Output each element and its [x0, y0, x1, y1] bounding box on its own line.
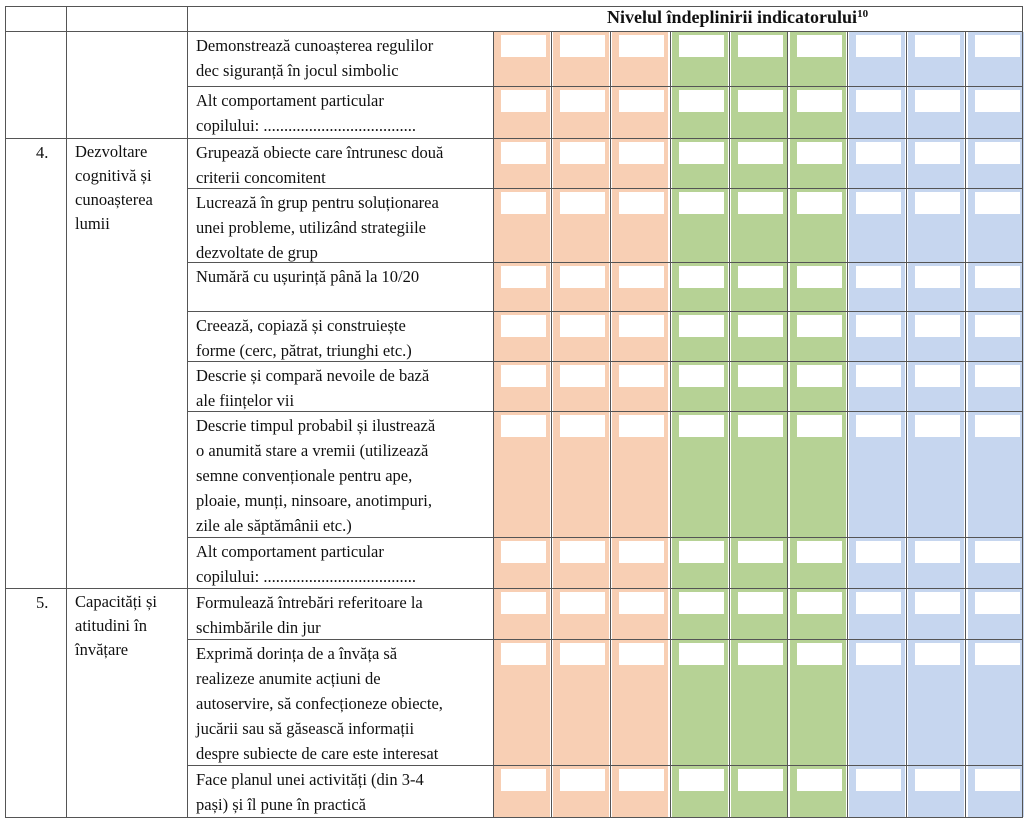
level-checkbox[interactable]	[619, 35, 664, 57]
grid-hline	[5, 588, 1023, 589]
level-checkbox[interactable]	[738, 90, 783, 112]
level-checkbox[interactable]	[738, 315, 783, 337]
level-checkbox[interactable]	[856, 541, 901, 563]
level-checkbox[interactable]	[856, 643, 901, 665]
grid-vline	[729, 31, 730, 817]
level-checkbox[interactable]	[797, 315, 842, 337]
level-checkbox[interactable]	[679, 592, 724, 614]
indicator-text: Alt comportament particular copilului: .....................................	[196, 91, 416, 135]
indicator-text: Lucrează în grup pentru soluționarea unei probleme, utilizând strategiile dezvoltate de grup	[196, 193, 439, 262]
level-checkbox[interactable]	[619, 315, 664, 337]
indicator-text: Face planul unei activități (din 3-4 pași) și îl pune în practică	[196, 770, 424, 814]
level-checkbox[interactable]	[975, 266, 1020, 288]
level-checkbox[interactable]	[619, 142, 664, 164]
level-checkbox[interactable]	[501, 142, 546, 164]
level-checkbox[interactable]	[738, 592, 783, 614]
level-checkbox[interactable]	[738, 192, 783, 214]
grid-hline	[187, 86, 1023, 87]
grid-hline	[187, 311, 1023, 312]
level-checkbox[interactable]	[856, 266, 901, 288]
level-checkbox[interactable]	[797, 769, 842, 791]
level-checkbox[interactable]	[975, 192, 1020, 214]
level-checkbox[interactable]	[679, 541, 724, 563]
level-checkbox[interactable]	[619, 643, 664, 665]
level-checkbox[interactable]	[797, 142, 842, 164]
level-checkbox[interactable]	[738, 35, 783, 57]
level-checkbox[interactable]	[560, 315, 605, 337]
level-checkbox[interactable]	[975, 365, 1020, 387]
level-checkbox[interactable]	[738, 142, 783, 164]
level-checkbox[interactable]	[975, 142, 1020, 164]
domain-label: Dezvoltare cognitivă și cunoașterea lumii	[75, 142, 153, 233]
domain-label: Capacități și atitudini în învățare	[75, 592, 158, 659]
level-checkbox[interactable]	[797, 365, 842, 387]
level-checkbox[interactable]	[501, 266, 546, 288]
level-checkbox[interactable]	[856, 192, 901, 214]
level-checkbox[interactable]	[975, 769, 1020, 791]
level-checkbox[interactable]	[915, 541, 960, 563]
level-checkbox[interactable]	[975, 35, 1020, 57]
level-checkbox[interactable]	[619, 365, 664, 387]
level-checkbox[interactable]	[915, 35, 960, 57]
level-checkbox[interactable]	[560, 643, 605, 665]
level-checkbox[interactable]	[560, 90, 605, 112]
grid-vline	[551, 31, 552, 817]
level-checkbox[interactable]	[619, 769, 664, 791]
level-checkbox[interactable]	[915, 643, 960, 665]
level-checkbox[interactable]	[975, 643, 1020, 665]
level-checkbox[interactable]	[975, 315, 1020, 337]
level-checkbox[interactable]	[560, 266, 605, 288]
level-checkbox[interactable]	[797, 592, 842, 614]
indicator-text: Alt comportament particular copilului: .....................................	[196, 542, 416, 586]
level-checkbox[interactable]	[560, 592, 605, 614]
level-header-title: Nivelul îndeplinirii indicatorului	[607, 7, 858, 27]
level-checkbox[interactable]	[856, 769, 901, 791]
level-checkbox[interactable]	[679, 415, 724, 437]
grid-hline	[5, 817, 1023, 818]
level-checkbox[interactable]	[501, 365, 546, 387]
indicator-text: Exprimă dorința de a învăța să realizeze anumite acțiuni de autoservire, să confecționeze obiecte, jucării sau să găsească informații despre subiecte de care este interesat	[196, 644, 443, 763]
level-checkbox[interactable]	[619, 541, 664, 563]
level-checkbox[interactable]	[856, 90, 901, 112]
row-number: 4.	[36, 143, 49, 162]
indicator-text: Demonstrează cunoașterea regulilor dec siguranță în jocul simbolic	[196, 36, 434, 80]
grid-hline	[5, 31, 1023, 32]
row-number: 5.	[36, 593, 49, 612]
grid-hline	[5, 138, 1023, 139]
level-checkbox[interactable]	[560, 541, 605, 563]
grid-vline	[847, 31, 848, 817]
level-checkbox[interactable]	[856, 35, 901, 57]
grid-vline	[5, 6, 6, 817]
level-checkbox[interactable]	[679, 192, 724, 214]
level-checkbox[interactable]	[915, 90, 960, 112]
level-checkbox[interactable]	[560, 142, 605, 164]
level-checkbox[interactable]	[797, 35, 842, 57]
level-checkbox[interactable]	[501, 769, 546, 791]
level-checkbox[interactable]	[915, 415, 960, 437]
level-checkbox[interactable]	[679, 35, 724, 57]
indicator-text: Descrie și compară nevoile de bază ale ființelor vii	[196, 366, 430, 410]
level-checkbox[interactable]	[501, 35, 546, 57]
indicator-text: Descrie timpul probabil și ilustrează o anumită stare a vremii (utilizează semne convenționale pentru ape, ploaie, munți, ninsoare, anotimpuri, zile ale săptămânii etc.)	[196, 416, 436, 535]
level-checkbox[interactable]	[501, 315, 546, 337]
level-checkbox[interactable]	[975, 592, 1020, 614]
level-checkbox[interactable]	[738, 541, 783, 563]
indicator-text: Creează, copiază și construiește forme (cerc, pătrat, triunghi etc.)	[196, 316, 412, 360]
level-checkbox[interactable]	[797, 415, 842, 437]
level-checkbox[interactable]	[975, 415, 1020, 437]
level-checkbox[interactable]	[501, 541, 546, 563]
level-checkbox[interactable]	[797, 643, 842, 665]
footnote-marker: 10	[857, 8, 869, 20]
indicator-text: Numără cu ușurință până la 10/20	[196, 267, 420, 286]
level-checkbox[interactable]	[797, 541, 842, 563]
level-checkbox[interactable]	[560, 365, 605, 387]
grid-vline	[787, 31, 788, 817]
level-checkbox[interactable]	[915, 769, 960, 791]
grid-vline	[906, 31, 907, 817]
grid-vline	[965, 31, 966, 817]
level-checkbox[interactable]	[738, 769, 783, 791]
level-checkbox[interactable]	[975, 541, 1020, 563]
level-checkbox[interactable]	[738, 266, 783, 288]
level-checkbox[interactable]	[679, 769, 724, 791]
level-checkbox[interactable]	[679, 142, 724, 164]
level-checkbox[interactable]	[679, 315, 724, 337]
grid-hline	[5, 6, 1023, 7]
level-checkbox[interactable]	[619, 266, 664, 288]
level-checkbox[interactable]	[856, 315, 901, 337]
grid-vline	[493, 31, 494, 817]
level-checkbox[interactable]	[915, 142, 960, 164]
level-checkbox[interactable]	[738, 365, 783, 387]
level-checkbox[interactable]	[619, 90, 664, 112]
level-checkbox[interactable]	[501, 415, 546, 437]
level-checkbox[interactable]	[501, 643, 546, 665]
level-checkbox[interactable]	[915, 315, 960, 337]
level-checkbox[interactable]	[560, 769, 605, 791]
level-checkbox[interactable]	[915, 365, 960, 387]
level-checkbox[interactable]	[619, 415, 664, 437]
level-checkbox[interactable]	[501, 192, 546, 214]
level-checkbox[interactable]	[797, 90, 842, 112]
level-checkbox[interactable]	[560, 415, 605, 437]
level-checkbox[interactable]	[560, 35, 605, 57]
level-checkbox[interactable]	[679, 365, 724, 387]
level-checkbox[interactable]	[915, 592, 960, 614]
level-checkbox[interactable]	[797, 192, 842, 214]
indicator-text: Grupează obiecte care întrunesc două criterii concomitent	[196, 143, 444, 187]
level-checkbox[interactable]	[856, 142, 901, 164]
level-checkbox[interactable]	[856, 365, 901, 387]
level-checkbox[interactable]	[679, 643, 724, 665]
level-checkbox[interactable]	[797, 266, 842, 288]
grid-vline	[610, 31, 611, 817]
grid-vline	[670, 31, 671, 817]
grid-vline	[66, 6, 67, 817]
level-checkbox[interactable]	[501, 592, 546, 614]
level-checkbox[interactable]	[679, 90, 724, 112]
level-checkbox[interactable]	[738, 415, 783, 437]
level-checkbox[interactable]	[856, 415, 901, 437]
level-checkbox[interactable]	[501, 90, 546, 112]
level-header	[607, 6, 868, 28]
level-checkbox[interactable]	[619, 192, 664, 214]
level-checkbox[interactable]	[560, 192, 605, 214]
level-checkbox[interactable]	[975, 90, 1020, 112]
level-checkbox[interactable]	[619, 592, 664, 614]
indicator-text: Formulează întrebări referitoare la schimbările din jur	[196, 593, 423, 637]
level-checkbox[interactable]	[915, 266, 960, 288]
level-checkbox[interactable]	[856, 592, 901, 614]
level-checkbox[interactable]	[679, 266, 724, 288]
level-checkbox[interactable]	[738, 643, 783, 665]
level-checkbox[interactable]	[915, 192, 960, 214]
